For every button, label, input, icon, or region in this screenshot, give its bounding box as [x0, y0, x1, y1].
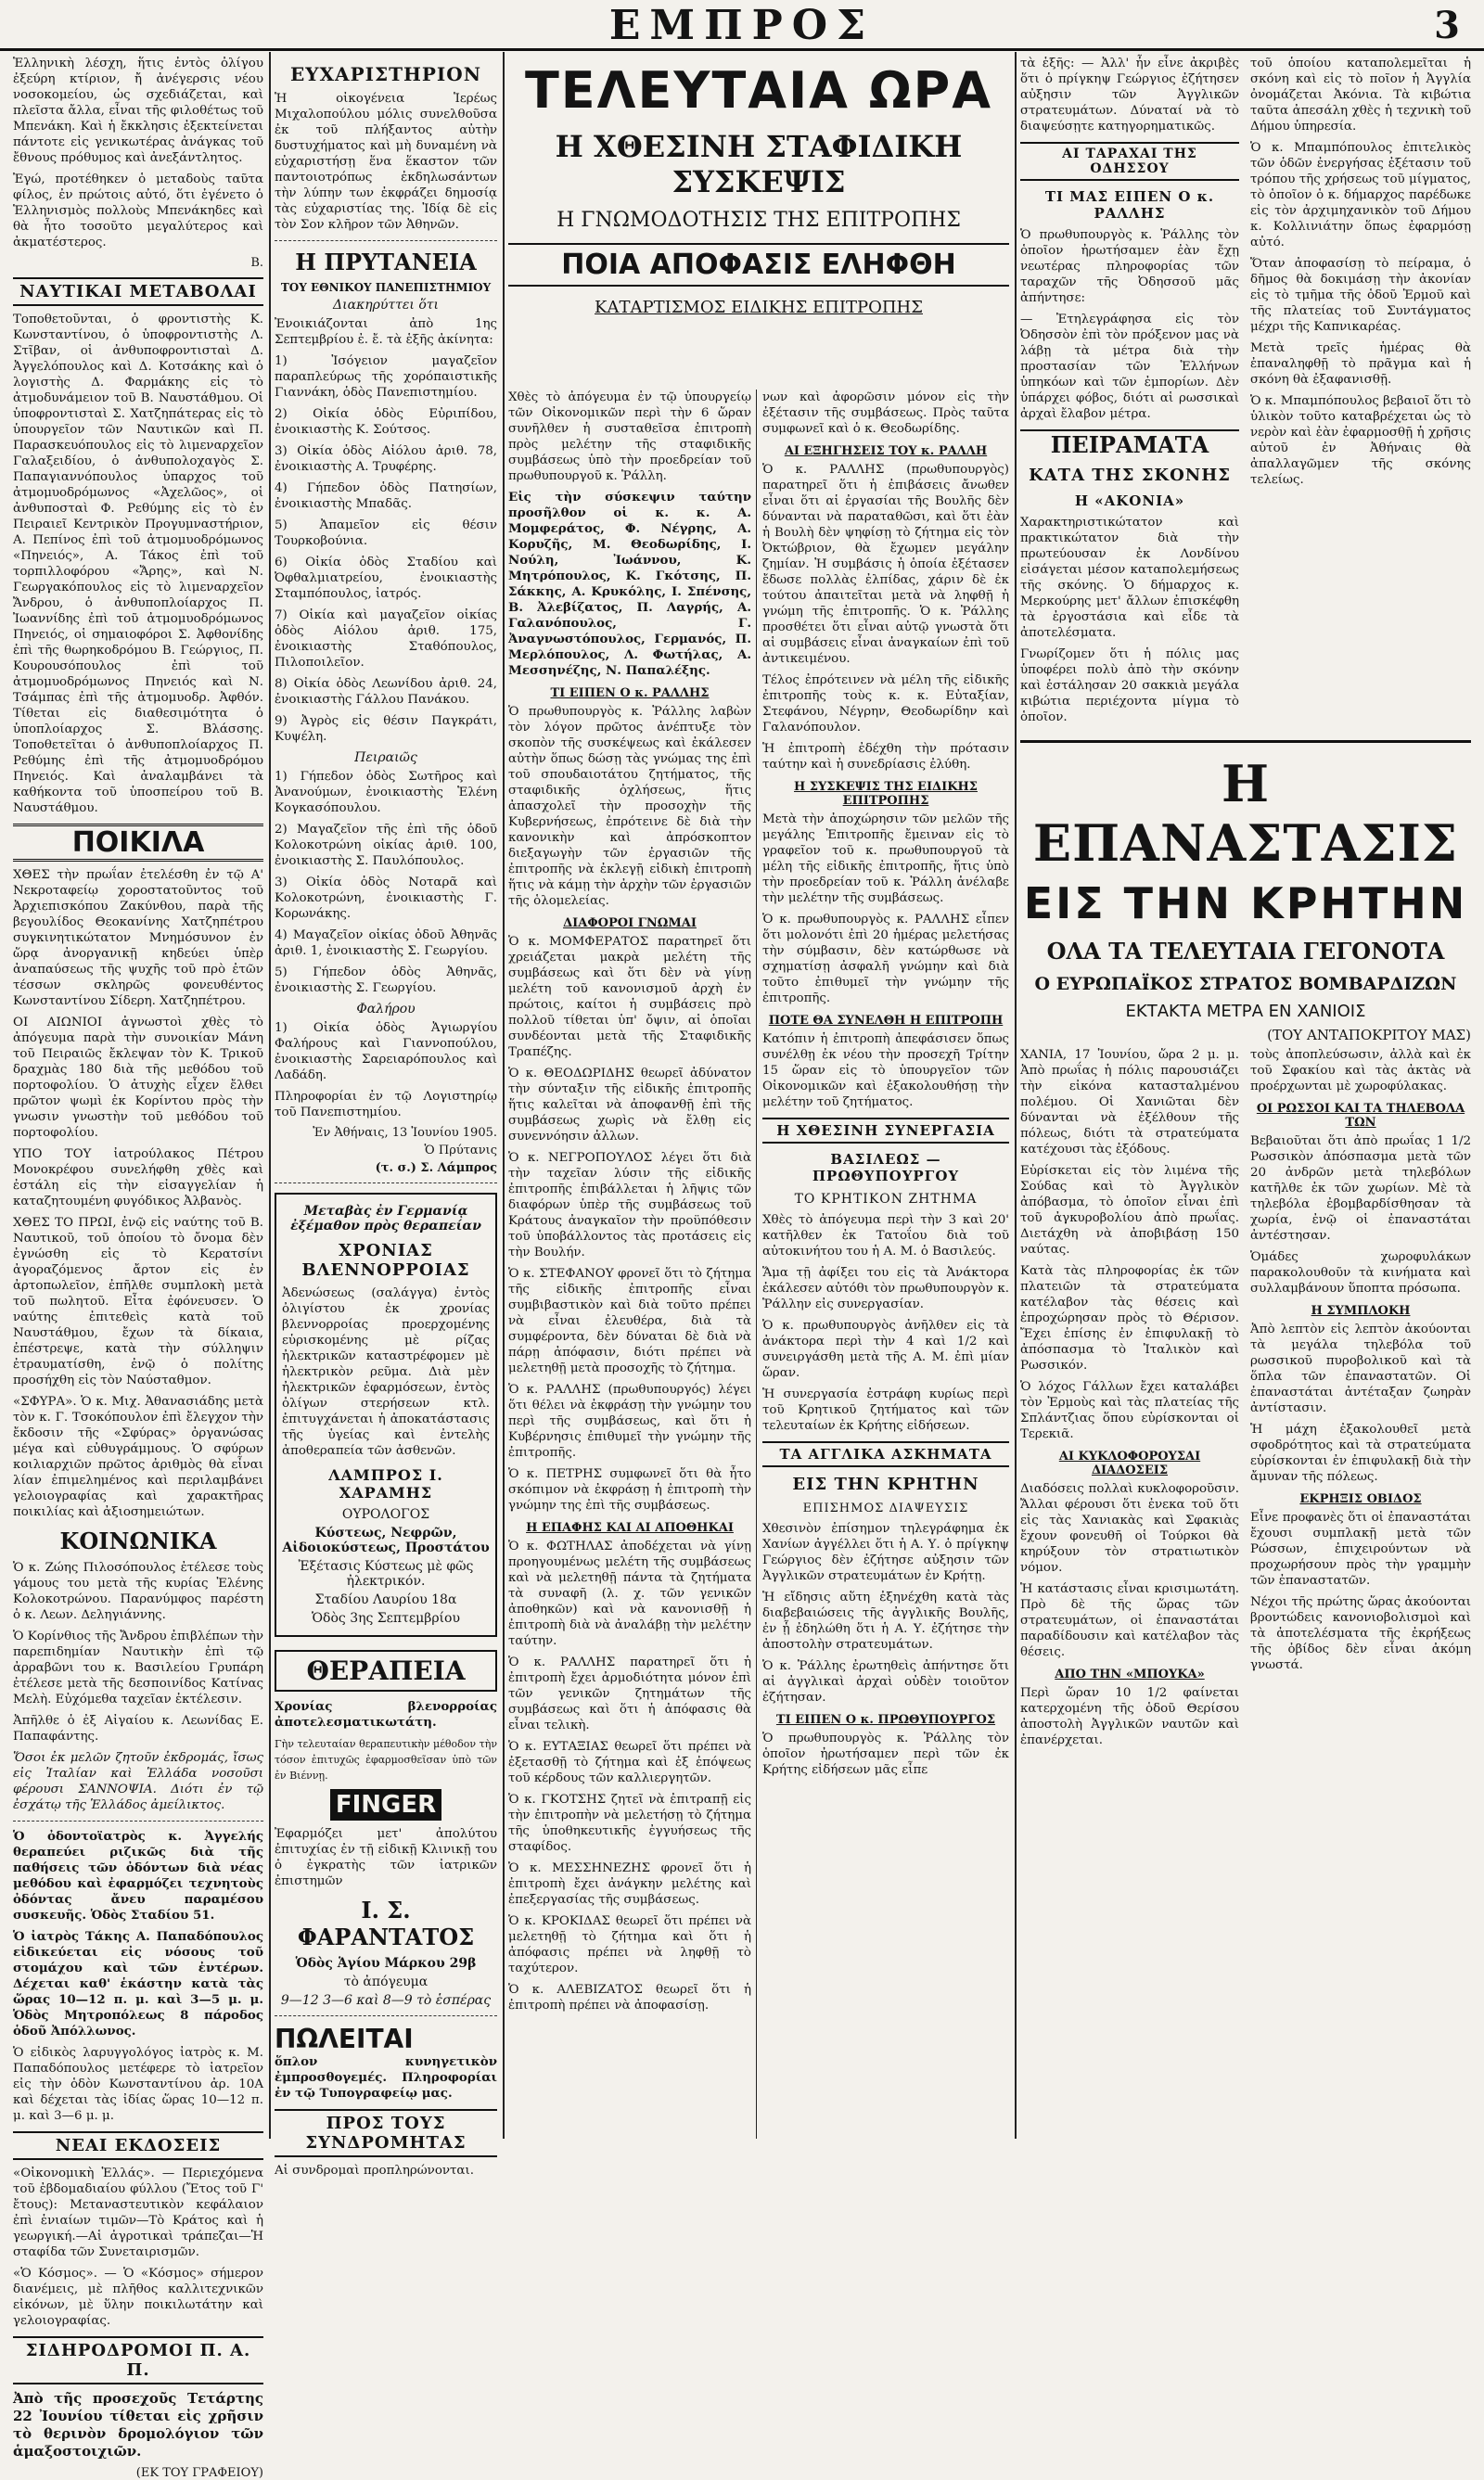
article-text: Μετὰ τρεῖς ἡμέρας θὰ ἐπαναληφθῇ τὸ πρᾶγμα καὶ ἡ σκόνη θὰ ἐξαφανισθῇ.	[1250, 341, 1471, 387]
article-text: Ὁ κ. ΚΡΟΚΙΔΑΣ θεωρεῖ ὅτι πρέπει νὰ μελετηθῇ τὸ ζήτημα καὶ ὅτι ἡ ἀπόφασις πρέπει νὰ ληφθῇ τὸ ταχύτερον.	[508, 1914, 751, 1975]
list-item: 2) Μαγαζεῖον τῆς ἐπὶ τῆς ὁδοῦ Κολοκοτρώνη οἰκίας ἀριθ. 100, ἐνοικιαστὴς Σ. Παυλόπουλος.	[275, 823, 497, 868]
advertiser-address: Ὁδὸς Ἁγίου Μάρκου 29β	[295, 1956, 477, 1971]
section-subheading: ΟΙ ΡΩΣΣΟΙ ΚΑΙ ΤΑ ΤΗΛΕΒΟΛΑ ΤΩΝ	[1256, 1102, 1465, 1130]
column-4c	[1020, 1047, 1239, 1754]
advertisement-text: Ἐξέτασις Κύστεως μὲ φῶς ἠλεκτρικόν.	[298, 1559, 474, 1589]
article-text: Ὁ κ. ΣΤΕΦΑΝΟΥ φρονεῖ ὅτι τὸ ζήτημα τῆς εἰδικῆς ἐπιτροπῆς εἶναι συμβιβαστικὸν καὶ διὰ τοῦτο πρέπει νὰ εἶναι ἐλευθέρα, διὰ τὰ συμφέροντα, δὲν δύναται δὲ διὰ νὰ πάρῃ ἀπόφασιν, διότι πρέπει νὰ μελετηθῇ μετὰ προσοχῆς τὸ ζήτημα.	[508, 1267, 751, 1375]
article-text: Ὁ κ. ΕΥΤΑΞΙΑΣ θεωρεῖ ὅτι πρέπει νὰ ἐξετασθῇ τὸ ζήτημα καὶ ἐξ ἐπόψεως τοῦ κέρδους τῶν καλλιεργητῶν.	[508, 1740, 751, 1785]
article-text: Νέχοι τῆς πρώτης ὥρας ἀκούονται βροντώδεις κανονιοβολισμοὶ καὶ τὰ ἀποτελέσματα τῆς ἐκρήξεως τῆς ὀβίδος δὲν εἶναι ἀκόμη γνωστά.	[1250, 1595, 1471, 1672]
article-text: Ἡ συνεργασία ἐστράφη κυρίως περὶ τοῦ Κρητικοῦ ζητήματος καὶ τῶν τελευταίων ἐκ Κρήτης εἰδήσεων.	[762, 1387, 1009, 1433]
advertisement-text: ὅπλον κυνηγετικὸν ἐμπροσθογεμές. Πληροφορίαι ἐν τῷ Τυπογραφείῳ μας.	[275, 2054, 497, 2101]
article-text: Ὁ κ. ΑΛΕΒΙΖΑΤΟΣ θεωρεῖ ὅτι ἡ ἐπιτροπὴ πρέπει νὰ ἀποφασίσῃ.	[508, 1983, 751, 2013]
advertisement-heading: Μεταβὰς ἐν Γερμανίᾳ ἐξέμαθον πρὸς θεραπείαν	[290, 1204, 481, 1234]
advertisement-heading: FINGER	[330, 1789, 441, 1821]
column-rule	[1015, 52, 1017, 2139]
list-item: 1) Ἰσόγειον μαγαζεῖον παραπλεύρως τῆς χορόπαιστικῆς Γιαννάκη, ὁδὸς Πανεπιστημίου.	[275, 354, 497, 400]
divider	[13, 1821, 263, 1822]
section-heading: ΠΟΙΚΙΛΑ	[13, 824, 263, 862]
column-3b	[762, 390, 1009, 2133]
article-text: Περὶ ὥραν 10 1/2 φαίνεται κατερχομένη τῆς ὁδοῦ Θερίσου ἀποστολὴ Ἀγγλικῶν ναυτῶν καὶ ἐπανέρχεται.	[1020, 1686, 1239, 1747]
section-heading: Η ΠΡΥΤΑΝΕΙΑ	[295, 249, 477, 275]
masthead	[0, 0, 1484, 51]
section-heading: ΤΑ ΑΓΓΛΙΚΑ ΑΣΚΗΜΑΤΑ	[762, 1441, 1009, 1467]
section-subheading: ΠΟΤΕ ΘΑ ΣΥΝΕΛΘΗ Η ΕΠΙΤΡΟΠΗ	[768, 1014, 1004, 1028]
article-text: Ὁ πρωθυπουργὸς κ. Ῥάλλης τὸν ὁποῖον ἠρωτήσαμεν ἐὰν ἔχῃ νεωτέρας πληροφορίας τῶν ταραχῶν τῆς Ὀδησσοῦ μᾶς ἀπήντησε:	[1020, 228, 1239, 305]
article-text: τὰ ἑξῆς: — Ἀλλ' ἦν εἶνε ἀκριβὲς ὅτι ὁ πρίγκηψ Γεώργιος ἐζήτησεν αὐξησιν τῶν Ἀγγλικῶν στρατευμάτων. Δύναταί νὰ τὸ διαψεύσῃτε κατηγορηματικῶς.	[1020, 57, 1239, 134]
section-heading: ΒΑΣΙΛΕΩΣ — ΠΡΩΘΥΠΟΥΡΓΟΥ	[812, 1151, 960, 1184]
advertisement-heading: ΠΩΛΕΙΤΑΙ	[275, 2024, 414, 2054]
correspondent-credit: (ΤΟΥ ΑΝΤΑΠΟΚΡΙΤΟΥ ΜΑΣ)	[1267, 1027, 1471, 1043]
article-text: Ἡ κατάστασις εἶναι κρισιμωτάτη. Πρὸ δὲ τῆς ὥρας τῶν στρατευμάτων, οἱ ἐπαναστάται παραδίδουσιν καὶ κατέλαβον τὰς θέσεις.	[1020, 1582, 1239, 1659]
article-text: Ἀπὸ τῆς προσεχοῦς Τετάρτης 22 Ἰουνίου τίθεται εἰς χρῆσιν τὸ θερινὸν δρομολόγιον τῶν ἁμαξοστοιχιῶν.	[13, 2390, 263, 2460]
advertiser-name: Ι. Σ. ΦΑΡΑΝΤΑΤΟΣ	[297, 1897, 475, 1950]
section-heading: ΝΕΑΙ ΕΚΔΟΣΕΙΣ	[13, 2131, 263, 2160]
divider	[275, 1182, 497, 1183]
divider	[275, 240, 497, 241]
column-2	[275, 56, 497, 2178]
article-text: Ὁ κ. Ῥάλλης ἐρωτηθεὶς ἀπήντησε ὅτι αἱ ἀγγλικαὶ ἀρχαὶ οὐδὲν τοιοῦτον ἐζήτησαν.	[762, 1659, 1009, 1705]
section-subheading: Φαλήρου	[356, 1002, 416, 1016]
section-subheading: Η ΣΥΜΠΛΟΚΗ	[1311, 1304, 1411, 1318]
article-text: Ὅταν ἀποφασίσῃ τὸ πείραμα, ὁ δῆμος θὰ δοκιμάσῃ τὴν ἀκονίαν εἰς τὸ τμῆμα τῆς ὁδοῦ Ἑρμοῦ καὶ τῆς πλατείας τοῦ Συντάγματος μέχρι τῆς Καπνικαρέας.	[1250, 257, 1471, 334]
list-item: 3) Οἰκία ὁδὸς Νοταρᾶ καὶ Κολοκοτρώνη, ἐνοικιαστὴς Γ. Κορωνάκης.	[275, 876, 497, 921]
article-text: Ὁ λόχος Γάλλων ἔχει καταλάβει τὸν Ἐρμοὺς καὶ τὰς πλατείας τῆς Σπλάντζιας ὅπου εὑρίσκονται οἱ Τερεκιᾶ.	[1020, 1380, 1239, 1441]
advertisement-text: Ἀδενώσεως (σαλάγγα) ἐντὸς ὀλιγίστου ἐκ χρονίας βλεννορροίας προερχομένης εὑρισκομένης μὲ ρίζας ἠλεκτρικῶν καταστρέφομεν μὲ ἠλεκτρικὸν ρεῦμα. Διὰ μὲν ἠλεκτρικῶν ἐφαρμόσεων, ἐντὸς ὀλίγων στερήσεων κτλ. ἐπιτυγχάνεται ἡ ἀποκατάστασις τῆς ὑγείας καὶ ἐντελὴς ἀποθεραπεία τῶν ἀσθενῶν.	[282, 1286, 490, 1458]
column-4d	[1250, 1047, 1471, 1754]
article-signature: (ΕΚ ΤΟΥ ΓΡΑΦΕΙΟΥ)	[135, 2466, 263, 2480]
article-text: Κατὰ τὰς πληροφορίας ἐκ τῶν πλατειῶν τὰ στρατεύματα κατέλαβον τὰς θέσεις καὶ ἐπροχώρησαν πρὸς τὸ Θέρισον. Ἔχει ἐπίσης ἐν ἐπιφυλακῇ τὸ ἀπόσπασμα τὸ Ἰταλικὸν καὶ Ρωσσικόν.	[1020, 1264, 1239, 1373]
list-item: 1) Οἰκία ὁδὸς Ἀγιωργίου Φαλήρους καὶ Γιαννοπούλου, ἐνοικιαστὴς Σαρειαρόπουλος καὶ Λαδάδη.	[275, 1021, 497, 1082]
article-signature: Β.	[250, 256, 263, 270]
article-text: ΥΠΟ ΤΟΥ ἰατρούλακος Πέτρου Μονοκρέφου συνελήφθη χθὲς καὶ ἐστάλη εἰς τὴν εἰσαγγελίαν ἡ καταζητουμένη φυγόδικος Ἀλβανὸς.	[13, 1147, 263, 1208]
list-item: 1) Γήπεδον ὁδὸς Σωτῆρος καὶ Ἀνανούμων, ἐνοικιαστὴς Ἑλένη Κογκασόπουλου.	[275, 770, 497, 815]
advertisement-box	[275, 1193, 497, 1637]
advertiser-address: Ὁδὸς 3ης Σεπτεμβρίου	[312, 1611, 460, 1626]
headline: Η ΕΠΑΝΑΣΤΑΣΙΣ	[1032, 754, 1459, 873]
article-text: Ἀπῆλθε ὁ ἐξ Αἰγαίου κ. Λεωνίδας Ε. Παπαφάντης.	[13, 1714, 263, 1744]
advertisement-text: Χρονίας βλενορροίας ἀποτελεσματικωτάτη.	[275, 1699, 497, 1730]
section-subheading: ΤΙ ΕΙΠΕΝ Ο κ. ΠΡΩΘΥΠΟΥΡΓΟΣ	[775, 1713, 996, 1727]
article-text: Εἰς τὴν σύσκεψιν ταύτην προσῆλθον οἱ κ. κ. Α. Μομφεράτος, Φ. Νέγρης, Α. Κορυζῆς, Μ. Θεοδωρίδης, Ι. Νούλη, Ἰωάννου, Κ. Μητρόπουλος, Κ. Γκότσης, Π. Σάκκης, Α. Κρυκόλης, Ι. Σπένσης, Β. Ἀλεβίζατος, Π. Λαγρής, Α. Γαλανόπουλος, Γ. Ἀναγνωστόπουλος, Γερμανός, Π. Μερλόπουλος, Λ. Φωτήλας, Α. Μεσσηνέζης, Ν. Παπαλέξης.	[508, 490, 751, 678]
section-subheading: ΤΟΥ ΕΘΝΙΚΟΥ ΠΑΝΕΠΙΣΤΗΜΙΟΥ	[280, 281, 492, 294]
article-text: Ὁ κ. Ζώης Πιλοσόπουλος ἐτέλεσε τοὺς γάμους του μετὰ τῆς κυρίας Ἐλένης Κολοκοτρώνου. Παρανύμφος παρέστη ὁ κ. Λεων. Δεληγιάννης.	[13, 1561, 263, 1622]
list-item: 4) Γήπεδον ὁδὸς Πατησίων, ἐνοικιαστὴς Μπαδᾶς.	[275, 481, 497, 511]
column-rule	[756, 390, 757, 2139]
section-heading: ΝΑΥΤΙΚΑΙ ΜΕΤΑΒΟΛΑΙ	[13, 277, 263, 306]
main-headline-block	[508, 56, 1009, 390]
article-text: Ὁ πρωθυπουργὸς κ. Ῥάλλης τὸν ὁποῖον ἠρωτήσαμεν περὶ τῶν ἐκ Κρήτης εἰδήσεων μᾶς εἶπε	[762, 1732, 1009, 1777]
article-text: Ἡ ἐπιτροπὴ ἐδέχθη τὴν πρότασιν ταύτην καὶ ἡ συνεδρίασις ἐλύθη.	[762, 742, 1009, 772]
newspaper-title: ΕΜΠΡΟΣ	[608, 2, 876, 49]
list-item: 5) Γήπεδον ὁδὸς Ἀθηνᾶς, ἐνοικιαστὴς Σ. Γεωργίου.	[275, 965, 497, 995]
article-text: — Ἐτηλεγράφησα εἰς τὸν Ὀδησσὸν ἐπὶ τὸν πρόξενον μας νὰ λάβῃ τὰ μέτρα διὰ τὴν προστασίαν τῶν Ἑλλήνων ὑπηκόων καὶ τῶν ἐμπορίων. Δὲν ὑπάρχει φόβος, διότι αἱ ρωσσικαὶ ἀρχαὶ ἔλαβον μέτρα.	[1020, 313, 1239, 421]
divider	[275, 2015, 497, 2016]
article-text: ΧΑΝΙΑ, 17 Ἰουνίου, ὥρα 2 μ. μ. Ἀπὸ πρωΐας ἡ πόλις παρουσιάζει τὴν εἰκόνα κατασταλμένου πολέμου. Οἱ Χανιῶται δὲν δύνανται νὰ ἐξέλθουν τῆς πόλεως, διότι τὰ στρατεύματα κατέχουσι τὰς ἐξόδους.	[1020, 1048, 1239, 1157]
article-text: Ἐγώ, προτέθηκεν ὁ μεταδοὺς ταῦτα φίλος, ἐν πρώτοις αὐτό, ὅτι ἐγένετο ὁ Ἑλληνισμὸς πολλοὺς Μπενάκηδες καὶ θὰ ἦτο τοσοῦτο μεγαλύτερος καὶ ἀκματέστερος.	[13, 173, 263, 249]
article-text: Ὁ κ. ΜΟΜΦΕΡΑΤΟΣ παρατηρεῖ ὅτι χρειάζεται μακρὰ μελέτη τῆς συμβάσεως καὶ ὅτι δὲν νὰ γίνῃ μελέτη τοῦ κανονισμοῦ ἀρχὴ ἐν πρώτοις, καίτοι ἡ συμβάσεις πρὸ πολλοῦ τίθεται ὑπ' ὄψιν, αἱ ὁποῖαι συνδέονται μετὰ τῆς Σταφιδικῆς Τραπέζης.	[508, 935, 751, 1059]
column-rule	[503, 52, 505, 2139]
article-text: ΧΘΕΣ τὴν πρωΐαν ἐτελέσθη ἐν τῷ Α' Νεκροταφείῳ χοροστατοῦντος τοῦ Ἀρχιεπισκόπου Ζακύνθου, παρὰ τῆς βεγουλίδος Θεοκανίνης Χατζηπέτρου συγκινητικώτατον Μνημόσυνον ἐν ὥρᾳ ἀνοργανικῇ κηδεύει ὑπὲρ ἀναπαύσεως τῆς ψυχῆς τοῦ πρὸ ἐτῶν τέσσων σκληρῶς φονευθέντος Κωνσταντίνου Σίδερη. Χατζηπέτρου.	[13, 868, 263, 1008]
article-text: Πληροφορίαι ἐν τῷ Λογιστηρίῳ τοῦ Πανεπιστημίου.	[275, 1090, 497, 1119]
article-text: Γνωρίζομεν ὅτι ἡ πόλις μας ὑποφέρει πολὺ ἀπὸ τὴν σκόνην καὶ ἐστάλησαν 20 σακκιὰ μεγάλα κιβώτια περιέχοντα μίγμα τὸ ὁποῖον.	[1020, 647, 1239, 724]
advertiser-hours: 9—12 3—6 καὶ 8—9 τὸ ἑσπέρας	[280, 1993, 492, 2008]
article-text: Ἑλληνικὴ λέσχη, ἥτις ἐντὸς ὀλίγου ἐξεύρη κτίριον, ἤ ἀνέγερσις νέου νοσοκομείου, ὡς σχεδιάζεται, καὶ πλεῖστα ἄλλα, εἶναι τῆς φιλοθέτως τοῦ Μπενάκη. Καὶ ἡ ἔκκλησις ἐξεκτείνεται πάντοτε εἰς γενικωτέρας ἀνάγκας τοῦ ἔθνους πρόθυμος καὶ ἀνεξάντλητος.	[13, 57, 263, 165]
advertiser-address: Σταδίου Λαυρίου 18α	[314, 1592, 457, 1607]
article-text: Τοποθετοῦνται, ὁ φροντιστὴς Κ. Κωνσταντίνου, ὁ ὑποφροντιστὴς Λ. Στῖβαν, οἱ ἀνθυποφροντισταὶ Δ. Ἀγγελόπουλος καὶ Δ. Κοτσάκης καὶ ὁ λογιστὴς Δ. Φαρμάκης εἰς τὸ ἀτμοδυνάμειον τοῦ Β. Ναυστάθμου. Οἱ ὑποφροντισταὶ Σ. Χατζηπάτερας εἰς τὸ ὑπουργεῖον τῶν Ναυτικῶν καὶ Π. Παρασκευόπουλος εἰς τὸ λιμεναρχεῖον Γαλαξειδίου, ὁ ἀνθυπολοχαγὸς Σ. Παπαγιαννόπουλος ὑπαρχος τοῦ ἀτμομυοδρόμωνος «Ἀχελῶος», οἱ ἀνθυποσταὶ Φ. Ρεθύμης εἰς τὸ ἐν Πειραιεῖ Κεντρικὸν Προγυμναστήριον, Α. Πεπίνος ἐπὶ τοῦ ἀτμομυοδρόμωνος «Πηνειός», Α. Τάκος ἐπὶ τοῦ τορπιλλοφόρου «Ἄρης», καὶ Ν. Γεωργακόπουλος εἰς τὸ λιμεναρχεῖον Ἄνδρου, ὁ ἀνθυποπλοίαρχος Π. Ἰωαννίδης ἐπὶ τοῦ ἀτμομυοδρόμωνος Πηνειός, οἱ σημαιοφόροι Σ. Ἀφθονίδης ἐπὶ τῆς θωρηκοδρόμου Β. Γεώργιος, Π. Κουρουσόπουλος ἐπὶ τοῦ ἀτμομυοδρόμωνος Πηνειός καὶ Ν. Τσάμπας ἐπὶ τῆς ἀτμομυοδρ. Ἀφθόν. Τίθεται εἰς διαθεσιμότητα ὁ ὑποπλοίαρχος Σ. Βλάσσης. Τοποθετεῖται ὁ ἀνθυποπλοίαρχος Π. Ρεθύμης ἐπὶ τῆς ἀτμομυοδρόμου Πηνειός. Καὶ ἀναλαμβάνει τὰ καθήκοντα τοῦ ὑποσπείρου τοῦ Β. Ναυστάθμου.	[13, 313, 263, 815]
notice-signature: Ὁ Πρύτανις	[424, 1144, 497, 1157]
advertisement-heading: ΘΕΡΑΠΕΙΑ	[275, 1650, 497, 1692]
subheadline: ΚΑΤΑΡΤΙΣΜΟΣ ΕΙΔΙΚΗΣ ΕΠΙΤΡΟΠΗΣ	[595, 298, 923, 317]
headline: ΕΙΣ ΤΗΝ ΚΡΗΤΗΝ	[1023, 878, 1468, 928]
column-4	[1020, 56, 1471, 2133]
section-heading: ΕΙΣ ΤΗΝ ΚΡΗΤΗΝ	[792, 1475, 979, 1494]
subheadline: ΕΚΤΑΚΤΑ ΜΕΤΡΑ ΕΝ ΧΑΝΙΟΙΣ	[1125, 1002, 1366, 1021]
section-subheading: Πειραιῶς	[354, 750, 417, 765]
article-text: Ὁ κ. ΓΚΟΤΣΗΣ ζητεῖ νὰ ἐπιτραπῇ εἰς τὴν ἐπιτροπὴν νὰ μελετήσῃ τὸ ζήτημα τῆς ὑποθηκευτικῆς ἐγγυήσεως τῆς σταφίδος.	[508, 1793, 751, 1854]
list-item: 6) Οἰκία ὁδὸς Σταδίου καὶ Ὀφθαλμιατρείου, ἐνοικιαστὴς Σταμπόπουλος, ἰατρός.	[275, 556, 497, 601]
article-text: Ὁ κ. ΝΕΓΡΟΠΟΥΛΟΣ λέγει ὅτι διὰ τὴν ταχεῖαν λύσιν τῆς εἰδικῆς ἐπιτροπῆς ἐπιβάλλεται ἡ λῆψις τῶν διαφόρων ὑπὲρ τῆς συμβάσεως τοῦ Κράτους ἀναγκαῖον τὴν προϋπόθεσιν τοῦ ὑποβάλλοντος τὰς προτάσεις εἰς τὴν Βουλήν.	[508, 1151, 751, 1259]
crete-headline-block	[1020, 740, 1471, 1043]
section-subheading: ΤΟ ΚΡΗΤΙΚΟΝ ΖΗΤΗΜΑ	[794, 1192, 978, 1207]
column-3a	[508, 390, 751, 2133]
advertisement-text: Ἐφαρμόζει μετ' ἀπολύτου ἐπιτυχίας ἐν τῇ εἰδικῇ Κλινικῇ του ὁ ἐγκρατὴς τῶν ἰατρικῶν ἐπιστημῶν	[275, 1827, 497, 1888]
article-text: Ὁ κ. ΘΕΟΔΩΡΙΔΗΣ θεωρεῖ ἀδύνατον τὴν σύνταξιν τῆς εἰδικῆς ἐπιτροπῆς ἥτις καλεῖται νὰ ἀποφανθῇ ἐπὶ τῆς συμβάσεως χωρὶς νὰ ἔλθῃ εἰς συνεννόησιν ἀλλων.	[508, 1067, 751, 1144]
section-heading: ΚΟΙΝΩΝΙΚΑ	[59, 1528, 217, 1554]
article-text: Εὐρίσκεται εἰς τὸν λιμένα τῆς Σούδας καὶ τὸ Ἀγγλικὸν ἀπόβασμα, τὸ ὁποῖον εἶναι ἐπὶ τοῦ ἀγκυροβολίου ἀπὸ πρωΐας. Διετάχθη νὰ ἀποβιβάσῃ 150 ναύτας.	[1020, 1164, 1239, 1257]
article-text: Χαρακτηριστικώτατον καὶ πρακτικώτατον διὰ τὴν πρωτεύουσαν ἐκ Λονδίνου εἰσάγεται μέσον καταπολεμήσεως τῆς σκόνης. Ὁ δήμαρχος κ. Μερκούρης μετ' ἄλλων ἐπισκέφθη τὰ ἐργοστάσια καὶ εἶδε τὰ ἀποτελέσματα.	[1020, 516, 1239, 640]
advertisement-text: Κύστεως, Νεφρῶν, Αἰδοιοκύστεως, Προστάτου	[282, 1526, 490, 1555]
section-heading: ΑΙ ΤΑΡΑΧΑΙ ΤΗΣ ΟΔΗΣΣΟΥ	[1020, 142, 1239, 181]
section-subheading: Η ΣΥΣΚΕΨΙΣ ΤΗΣ ΕΙΔΙΚΗΣ ΕΠΙΤΡΟΠΗΣ	[794, 780, 978, 808]
list-item: 3) Οἰκία ὁδὸς Αἰόλου ἀριθ. 78, ἐνοικιαστὴς Α. Τρυφέρης.	[275, 444, 497, 474]
column-1	[13, 56, 263, 2480]
article-text: Κατόπιν ἡ ἐπιτροπὴ ἀπεφάσισεν ὅπως συνέλθῃ ἐκ νέου τὴν προσεχῆ Τρίτην 15 ὥραν εἰς τὸ ὑπουργεῖον τῶν Οἰκονομικῶν καὶ ἐξακολουθήσῃ τὴν μελέτην τοῦ ζητήματος.	[762, 1032, 1009, 1109]
article-text: Ὁ κ. πρωθυπουργὸς κ. ΡΑΛΛΗΣ εἶπεν ὅτι μολονότι ἐπὶ 20 ἡμέρας μελετήσας τὴν σύμβασιν, δὲν κατώρθωσε νὰ σχηματίσῃ ἀσφαλῆ γνώμην καὶ διὰ τοῦτο ἐπιθυμεῖ τὴν γνώμην τῆς ἐπιτροπῆς.	[762, 913, 1009, 1005]
article-text: «Οἰκονομικὴ Ἑλλάς». — Περιεχόμενα τοῦ ἐβδομαδιαίου φύλλου (Ἔτος τοῦ Γ' ἔτους): Μεταναστευτικὸν κεφάλαιον ἐπὶ ἑνιαίων τιμῶν—Τὸ Κράτος καὶ ἡ γεωργική.—Αἱ ἀγροτικαὶ τράπεζαι—Ἡ σταφίδα τῶν Συνεταιρισμῶν.	[13, 2167, 263, 2259]
advertisement-heading: ΧΡΟΝΙΑΣ ΒΛΕΝΝΟΡΡΟΙΑΣ	[301, 1241, 470, 1280]
article-text: τοὺς ἀποπλεύσωσιν, ἀλλὰ καὶ ἐκ τοῦ Σφακίου καὶ τὰς ἀκτὰς νὰ προέρχωνται μὲ χωροφύλακας.	[1250, 1048, 1471, 1093]
notice-date: Ἐν Ἀθήναις, 13 Ἰουνίου 1905.	[313, 1126, 497, 1140]
section-subheading: ΤΙ ΜΑΣ ΕΙΠΕΝ Ο κ. ΡΑΛΛΗΣ	[1044, 188, 1215, 222]
page-number: 3	[1434, 4, 1460, 47]
section-subheading: Διακηρύττει ὅτι	[333, 298, 439, 313]
article-text: «Ὁ Κόσμος». — Ὁ «Κόσμος» σήμερον διανέμεις, μὲ πλῆθος καλλιτεχνικῶν εἰκόνων, μὲ ὕλην ποικιλωτάτην καὶ γελοιογραφίας.	[13, 2267, 263, 2328]
article-text: Χθεσινὸν ἐπίσημον τηλεγράφημα ἐκ Χανίων ἀγγέλλει ὅτι ἡ Α. Υ. ὁ πρίγκηψ Γεώργιος δὲν ἐζήτησε αὐξησιν τῶν Ἀγγλικῶν στρατευμάτων ἐν Κρήτῃ.	[762, 1522, 1009, 1583]
section-subheading: ΕΚΡΗΞΙΣ ΟΒΙΔΟΣ	[1299, 1492, 1422, 1506]
section-subheading: ΕΠΙΣΗΜΟΣ ΔΙΑΨΕΥΣΙΣ	[802, 1502, 969, 1515]
article-text: Ὁ κ. πρωθυπουργὸς ἀνῆλθεν εἰς τὰ ἀνάκτορα περὶ τὴν 4 καὶ 1/2 καὶ συνειργάσθη μετὰ τῆς Α. Μ. ἐπὶ μίαν ὥραν.	[762, 1319, 1009, 1380]
article-text: ΧΘΕΣ ΤΟ ΠΡΩΙ, ἐνῷ εἰς ναύτης τοῦ Β. Ναυτικοῦ, τοῦ ὁποίου τὸ ὄνομα δὲν ἐγνώσθη εἰς τὸ Κερατσίνι ἀγοραζόμενος ἄρτον εἰς ἐν ἀρτοπωλεῖον, ἐπῆλθε συμπλοκὴ μετὰ τοῦ πωλητοῦ. Εἶτα ἐφόνευσεν. Ὁ ναύτης ἐπιτεθεὶς κατὰ τοῦ Ναυστάθμου, ἔχων τὰ δίκαια, ἐπέστρεψε, κατὰ τὴν σύλληψιν ἐτραυματίσθη, ἐνῷ ὁ πολίτης προσήχθη εἰς τὸν Ναύσταθμον.	[13, 1216, 263, 1387]
section-heading: ΠΡΟΣ ΤΟΥΣ ΣΥΝΔΡΟΜΗΤΑΣ	[275, 2109, 497, 2157]
subheadline: ΟΛΑ ΤΑ ΤΕΛΕΥΤΑΙΑ ΓΕΓΟΝΟΤΑ	[1046, 938, 1445, 965]
list-item: 2) Οἰκία ὁδὸς Εὐριπίδου, ἐνοικιαστὴς Κ. Σούτσος.	[275, 407, 497, 437]
article-text: Ἡ εἴδησις αὕτη ἐξηνέχθη κατὰ τὰς διαβεβαιώσεις τῆς ἀγγλικῆς Βουλῆς, ἐν ᾗ ἐδηλώθη ὅτι ἡ Α. Υ. ἐζήτησε τὴν ἀποστολὴν στρατευμάτων.	[762, 1591, 1009, 1652]
article-text: Εἶνε προφανὲς ὅτι οἱ ἐπαναστάται ἔχουσι συμπλακῇ μετὰ τῶν Ρώσσων, ἐπιχειρούντων νὰ προχωρήσουν πρὸς τὴν γραμμὴν τῶν ἐπαναστατῶν.	[1250, 1511, 1471, 1588]
list-item: 5) Ἀπαμεῖον εἰς θέσιν Τουρκοβούνια.	[275, 518, 497, 548]
article-text: Ἐνοικιάζονται ἀπὸ 1ης Σεπτεμβρίου ἐ. ἔ. τὰ ἑξῆς ἀκίνητα:	[275, 317, 497, 347]
article-text: Βεβαιοῦται ὅτι ἀπὸ πρωΐας 1 1/2 Ρωσσικὸν ἀπόσπασμα μετὰ τῶν 20 ἀνδρῶν μετὰ τηλεβόλων κατῆλθε ἐκ τῶν χωρίων. Μὲ τὰ τηλεβόλα ἐβομβαρδίσθησαν τὰ χωρία, ἐνῷ οἱ ἐπαναστάται ἀντέστησαν.	[1250, 1134, 1471, 1243]
article-text: Ἅμα τῇ ἀφίξει του εἰς τὰ Ἀνάκτορα ἐκάλεσεν αὐτόθι τὸν πρωθυπουργὸν κ. Ῥάλλην εἰς συνεργασίαν.	[762, 1266, 1009, 1311]
article-text: Χθὲς τὸ ἀπόγευμα περὶ τὴν 3 καὶ 20' κατῆλθεν ἐκ Τατοΐου διὰ τοῦ αὐτοκινήτου του ἡ Α. Μ. ὁ Βασιλεύς.	[762, 1213, 1009, 1259]
section-subheading: ΑΠΟ ΤΗΝ «ΜΠΟΥΚΑ»	[1055, 1668, 1205, 1681]
headline: ΤΕΛΕΥΤΑΙΑ ΩΡΑ	[524, 61, 993, 120]
article-text: Ὁ εἰδικὸς λαρυγγολόγος ἰατρὸς κ. Μ. Παπαδόπουλος μετέφερε τὸ ἰατρεῖον εἰς τὴν ὁδὸν Κωνσταντίνου ἀρ. 10Α καὶ δέχεται τὰς ἰδίας ὥρας 10—12 π. μ. καὶ 3—6 μ. μ.	[13, 2046, 263, 2123]
article-text: «ΣΦΥΡΑ». Ὁ κ. Μιχ. Ἀθανασιάδης μετὰ τὸν κ. Γ. Τσοκόπουλον ἐπὶ ἔλεγχον τὴν ἔκδοσιν τῆς «Σφύρας» ὀργανώσας μέγα καὶ εὐθυγράμμους. Ὁ σφύρων κοιλιαρχιῶν πρῶτος ἀριθμὸς θὰ εἶναι λίαν ἐπιμελημένος καὶ περιλαμβάνει γελοιογραφίας καὶ χαρακτῆρας ποικιλίας καὶ ἀξιοσημειώτων.	[13, 1395, 263, 1519]
article-text: Ὁ κ. ΦΩΤΗΛΑΣ ἀποδέχεται νὰ γίνῃ προηγουμένως μελέτη τῆς συμβάσεως καὶ νὰ μελετηθῇ πάντα τὰ ζητήματα τὰ συναφῆ (λ. χ. τῶν γενικῶν ἀποθηκῶν) καὶ νὰ κανονισθῇ ἡ ἐπιτροπὴ διὰ νὰ ἀναλάβῃ τὴν μελέτην ταύτην.	[508, 1540, 751, 1648]
section-heading: ΠΕΙΡΑΜΑΤΑ	[1020, 429, 1239, 458]
subheadline: ΠΟΙΑ ΑΠΟΦΑΣΙΣ ΕΛΗΦΘΗ	[508, 243, 1009, 287]
section-heading: ΚΑΤΑ ΤΗΣ ΣΚΟΝΗΣ	[1029, 466, 1231, 485]
article-text: Μετὰ τὴν ἀποχώρησιν τῶν μελῶν τῆς μεγάλης Ἐπιτροπῆς ἔμειναν εἰς τὸ γραφεῖον τοῦ κ. πρωθυπουργοῦ τὰ μέλη τῆς εἰδικῆς ἐπιτροπῆς, ἥτις ὑπὸ τὴν προεδρείαν τοῦ κ. Ῥάλλη ἀνέλαβε τὴν μελέτην τῆς συμβάσεως.	[762, 812, 1009, 905]
advertisement-text: Γὴν τελευταίαν θεραπευτικὴν μέθοδον τὴν τόσον ἐπιτυχῶς ἐφαρμοσθεῖσαν ὑπὸ τῶν ἐν Βιέννῃ.	[275, 1738, 497, 1782]
advertisement-text: Ὁ ἰατρὸς Τάκης Α. Παπαδόπουλος εἰδικεύεται εἰς νόσους τοῦ στομάχου καὶ τῶν ἐντέρων. Δέχεται καθ' ἑκάστην κατὰ τὰς ὥρας 10—12 π. μ. καὶ 3—5 μ. μ. Ὁδὸς Μητροπόλεως 8 πάροδος ὁδοῦ Ἀπόλλωνος.	[13, 1929, 263, 2039]
article-text: Ἀπὸ λεπτὸν εἰς λεπτὸν ἀκούονται τὰ μεγάλα τηλεβόλα τοῦ ρωσσικοῦ πυροβολικοῦ καὶ τὰ ὅπλα τῶν ἐπαναστατῶν. Οἱ ἐπαναστάται ἀντέταξαν ζωηρὰν ἀντίστασιν.	[1250, 1323, 1471, 1415]
headline: Η ΧΘΕΣΙΝΗ ΣΤΑΦΙΔΙΚΗ ΣΥΣΚΕΨΙΣ	[555, 129, 963, 199]
list-item: 4) Μαγαζεῖον οἰκίας ὁδοῦ Ἀθηνᾶς ἀριθ. 1, ἐνοικιαστὴς Σ. Γεωργίου.	[275, 928, 497, 958]
section-subheading: Η ΕΠΑΦΗΣ ΚΑΙ ΑΙ ΑΠΟΘΗΚΑΙ	[526, 1521, 734, 1535]
section-subheading: ΤΙ ΕΙΠΕΝ Ο κ. ΡΑΛΛΗΣ	[550, 686, 710, 700]
article-text: Ὁ πρωθυπουργὸς κ. Ῥάλλης λαβὼν τὸν λόγον πρῶτος ἀνέπτυξε τὸν σκοπὸν τῆς συσκέψεως καὶ ἐκάλεσεν αὐτὴν ὅπως δώσῃ τὰς γνώμας της ἐπὶ τοῦ σπουδαιοτάτου ζητήματος, τῆς σταφιδικῆς ὀχλήσεως, ἥτις ἀπασχολεῖ τὴν προσοχὴν τῆς Κυβερνήσεως, ἐπρότεινε δὲ διὰ τὴν κανονικὴν καὶ ἀπρόσκοπτον διεξαγωγὴν τῶν ἐργασιῶν τῆς ἐπιτροπῆς νὰ ἐκλεγῇ εἰδικὴ ἐπιτροπὴ ἥτις νὰ κάμῃ τὴν ἀρχὴν τῶν ἐργασιῶν τῆς ὁλομελείας.	[508, 705, 751, 908]
article-text: νων καὶ ἀφορῶσιν μόνον εἰς τὴν ἐξέτασιν τῆς συμβάσεως. Πρὸς ταῦτα συμφωνεῖ καὶ ὁ κ. Θεοδωρίδης.	[762, 390, 1009, 436]
top-split	[1020, 56, 1471, 731]
article-text: ΟΙ ΑΙΩΝΙΟΙ ἀγνωστοὶ χθὲς τὸ ἀπόγευμα παρὰ τὴν συνοικίαν Μάνη τοῦ Πειραιῶς ἔκλεψαν τὸν Κ. Τρικοῦ δραχμὰς 180 διὰ τῆς μεθόδου τοῦ πορτοφολίου. Ὁ ἀτυχὴς εἶχεν ἔλθει πρῶτον ψωμὶ ἐκ Κορίντου πρὸς τὴν γνωσιν γνωστὴν τοῦ μεθόδου τοῦ πορτοφολίου.	[13, 1016, 263, 1140]
article-text: Ὁ Κορίνθιος τῆς Ἄνδρου ἐπιβλέπων τὴν παρεπιδημίαν Ναυτικὴν ἐπὶ τῷ ἀρραβῶνι του κ. Βασιλείου Γρυπάρη ἐτέλεσε μετὰ τῆς δεσποινίδος Κατίνας Μελὴ. Εὐχόμεθα ταχεῖαν ἐκτέλεσιν.	[13, 1630, 263, 1707]
section-subheading: ΑΙ ΕΞΗΓΗΣΕΙΣ ΤΟΥ κ. ΡΑΛΛΗ	[784, 444, 988, 458]
list-item: 7) Οἰκία καὶ μαγαζεῖον οἰκίας ὁδὸς Αἰόλου ἀριθ. 175, ἐνοικιαστὴς Σταθόπουλος, Πιλοποιλεῖον.	[275, 608, 497, 670]
column-rule	[269, 52, 271, 2139]
article-text: Ὅσοι ἐκ μελῶν ζητοῦν ἐκδρομάς, ἴσως εἰς Ἰταλίαν καὶ Ἑλλάδα νοσοῦσι φέρουσι ΣΑΝΝΟΨΙΑ. Διότι ἐν τῷ ἐσχάτῳ τῆς Ἑλλάδος ἀμείλικτος.	[13, 1751, 263, 1812]
bottom-split	[1020, 1047, 1471, 1754]
section-subheading: ΑΙ ΚΥΚΛΟΦΟΡΟΥΣΑΙ ΔΙΑΔΟΣΕΙΣ	[1058, 1450, 1201, 1477]
article-text: Ὁμάδες χωροφυλάκων παρακολουθοῦν τὰ κινήματα καὶ συλλαμβάνουν ὕποπτα πρόσωπα.	[1250, 1250, 1471, 1296]
article-text: Ὁ κ. ΡΑΛΛΗΣ (πρωθυπουργός) λέγει ὅτι θέλει νὰ ἐκφράσῃ τὴν γνώμην του περὶ τῆς συμβάσεως, καὶ ὅτι ἡ Κυβέρνησις ἐπιθυμεῖ τὴν γνώμην τῆς ἐπιτροπῆς.	[508, 1383, 751, 1460]
advertisement-text: Ὁ ὀδοντοϊατρὸς κ. Ἀγγελής θεραπεύει ριζικῶς διὰ τῆς παθήσεις τῶν ὀδόντων διὰ νέας μεθόδου καὶ ἐφαρμόζει τεχνητοὺς ὀδόντας ἄνευ παραμέσου συσκευῆς. Ὁδὸς Σταδίου 51.	[13, 1829, 263, 1923]
article-text: Ἡ μάχη ἐξακολουθεῖ μετὰ σφοδρότητος καὶ τὰ στρατεύματα εὑρίσκονται ἐν ἐπιφυλακῇ διὰ τὴν ἄμυναν τῆς πόλεως.	[1250, 1423, 1471, 1484]
section-heading: ΕΥΧΑΡΙΣΤΗΡΙΟΝ	[290, 63, 481, 85]
article-text: τοῦ ὁποίου καταπολεμεῖται ἡ σκόνη καὶ εἰς τὸ ποῖον ἡ Ἀγγλία ὀνομάζεται Ἀκόνια. Τὰ κιβώτια ταῦτα ἀπεσάλη χθὲς ἡ τεχνικὴ τοῦ Δήμου ὑπηρεσία.	[1250, 57, 1471, 134]
subheadline: Η ΓΝΩΜΟΔΟΤΗΣΙΣ ΤΗΣ ΕΠΙΤΡΟΠΗΣ	[556, 209, 961, 232]
article-text: Ἡ οἰκογένεια Ἱερέως Μιχαλοπούλου μόλις συνελθοῦσα ἐκ τοῦ πλήξαντος αὐτὴν δυστυχήματος καὶ μὴ δυναμένη νὰ εὐχαριστήσῃ ἕνα ἕκαστον τῶν παντοιοτρόπως ἐκδηλωσάντων τὴν λύπην των ἐκφράζει δημοσίᾳ τὰς εὐχαριστίας της. Ἰδίᾳ δὲ εἰς τὸν Σον κλῆρον τῶν Ἀθηνῶν.	[275, 92, 497, 232]
article-text: Ὁ κ. Μπαμπόπουλος ἐπιτελικὸς τῶν ὁδῶν ἐνεργήσας ἐξέτασιν τοῦ τρόπου τῆς χρήσεως τοῦ μίγματος, τὸ ὁποῖον ὁ κ. δήμαρχος παρέδωκε εἰς τὸν ἀρχιμηχανικὸν τοῦ Δήμου κ. Κολλινιάτην ὅπως ἐφαρμόσῃ αὐτό.	[1250, 141, 1471, 249]
article-text: Ὁ κ. Μπαμπόπουλος βεβαιοῖ ὅτι τὸ ὑλικὸν τοῦτο καταβρέχεται ὡς τὸ νερὸν καὶ ἐὰν ἐφαρμοσθῇ ἡ χρῆσις αὐτοῦ ἐν Ἀθήναις θὰ ἀπαλλαγῶμεν τῆς σκόνης τελείως.	[1250, 394, 1471, 487]
subheadline: Ο ΕΥΡΩΠΑΪΚΟΣ ΣΤΡΑΤΟΣ ΒΟΜΒΑΡΔΙΖΩΝ	[1034, 974, 1457, 994]
section-heading: Η ΧΘΕΣΙΝΗ ΣΥΝΕΡΓΑΣΙΑ	[762, 1118, 1009, 1144]
advertiser-address: τὸ ἀπόγευμα	[343, 1975, 429, 1989]
article-text: Αἱ συνδρομαὶ προπληρώνονται.	[275, 2164, 474, 2178]
article-text: Χθὲς τὸ ἀπόγευμα ἐν τῷ ὑπουργείῳ τῶν Οἰκονομικῶν περὶ τὴν 6 ὥραν συνῆλθεν ἡ συσταθεῖσα ἐπιτροπὴ πρὸς μελέτην τῆς σταφιδικῆς συμβάσεως ὑπὸ τὴν προεδρείαν τοῦ πρωθυπουργοῦ κ. Ῥάλλη.	[508, 390, 751, 483]
column-4a	[1020, 56, 1239, 731]
column-4b	[1250, 56, 1471, 731]
article-text: Τέλος ἐπρότεινεν νὰ μέλη τῆς εἰδικῆς ἐπιτροπῆς τοὺς κ. κ. Εὐταξίαν, Στεφάνου, Νέγρην, Θεοδωρίδην καὶ Γαλανόπουλον.	[762, 673, 1009, 735]
section-subheading: ΔΙΑΦΟΡΟΙ ΓΝΩΜΑΙ	[563, 916, 697, 930]
section-subheading: Η «ΑΚΟΝΙΑ»	[1074, 492, 1185, 509]
article-text: Ὁ κ. ΡΑΛΛΗΣ (πρωθυπουργὸς) παρατηρεῖ ὅτι ἡ ἐπιβάσεις ἄνωθεν εἶναι ὅτι αἱ ἐργασίαι τῆς Βουλῆς δὲν δύνανται νὰ παραταθῶσι, καὶ ὅτι ἐὰν ἡ Βουλὴ δὲν ψηφίσῃ τὸ ζήτημα εἰς τὸν Ὀκτώβριον, θὰ ἔχωμεν μεγάλην ζημίαν. Ἡ συμβάσις ἡ ὁποία ἐξέτασεν ἔδωσε πολλὰς ἐλπίδας, χάριν δὲ ἐκ τούτου ἀπαιτεῖται μετὰ νὰ ληφθῇ ἡ γνώμη τῆς ἐπιτροπῆς. Ὁ κ. Ῥάλλης προσθέτει ὅτι εἶναι αὐτῷ γνωστὰ ὅτι αἱ συμβάσεις εἶναι ἀναγκαίων ἐπὶ τοῦ ἀντικειμένου.	[762, 463, 1009, 666]
article-text: Ὁ κ. ΡΑΛΛΗΣ παρατηρεῖ ὅτι ἡ ἐπιτροπὴ ἔχει ἀρμοδιότητα μόνον ἐπὶ τῶν γενικῶν ζητημάτων τῆς συμβάσεως καὶ ὅτι ἡ ἀπόφασις θὰ εἶναι τελικὴ.	[508, 1655, 751, 1732]
list-item: 8) Οἰκία ὁδὸς Λεωνίδου ἀριθ. 24, ἐνοικιαστὴς Γάλλου Πανάκου.	[275, 677, 497, 707]
advertiser-title: ΟΥΡΟΛΟΓΟΣ	[341, 1507, 430, 1522]
article-text: Διαδόσεις πολλαὶ κυκλοφοροῦσιν. Ἄλλαι φέρουσι ὅτι ἐνεκα τοῦ ὅτι εἰς τὰς Χανιακὰς καὶ Σφακιὰς ἔχουν φονευθῆ οἱ Τούρκοι θὰ κηρύξουν τὸν στρατιωτικὸν νόμον.	[1020, 1482, 1239, 1575]
advertiser-name: ΛΑΜΠΡΟΣ Ι. ΧΑΡΑΜΗΣ	[328, 1466, 443, 1502]
section-heading: ΣΙΔΗΡΟΔΡΟΜΟΙ Π. Α. Π.	[13, 2336, 263, 2384]
article-text: Ὁ κ. ΠΕΤΡΗΣ συμφωνεῖ ὅτι θὰ ἦτο σκόπιμον νὰ ἐκφράσῃ ἡ ἐπιτροπὴ τὴν γνώμην της ἐπὶ τῆς συμβάσεως.	[508, 1467, 751, 1513]
list-item: 9) Ἀγρὸς εἰς θέσιν Παγκράτι, Κυψέλη.	[275, 714, 497, 744]
notice-signature: (τ. σ.) Σ. Λάμπρος	[375, 1161, 497, 1175]
article-text: Ὁ κ. ΜΕΣΣΗΝΕΖΗΣ φρονεῖ ὅτι ἡ ἐπιτροπὴ ἔχει ἀνάγκην μελέτης καὶ ἐπεξεργασίας τῆς συμβάσεως.	[508, 1861, 751, 1907]
